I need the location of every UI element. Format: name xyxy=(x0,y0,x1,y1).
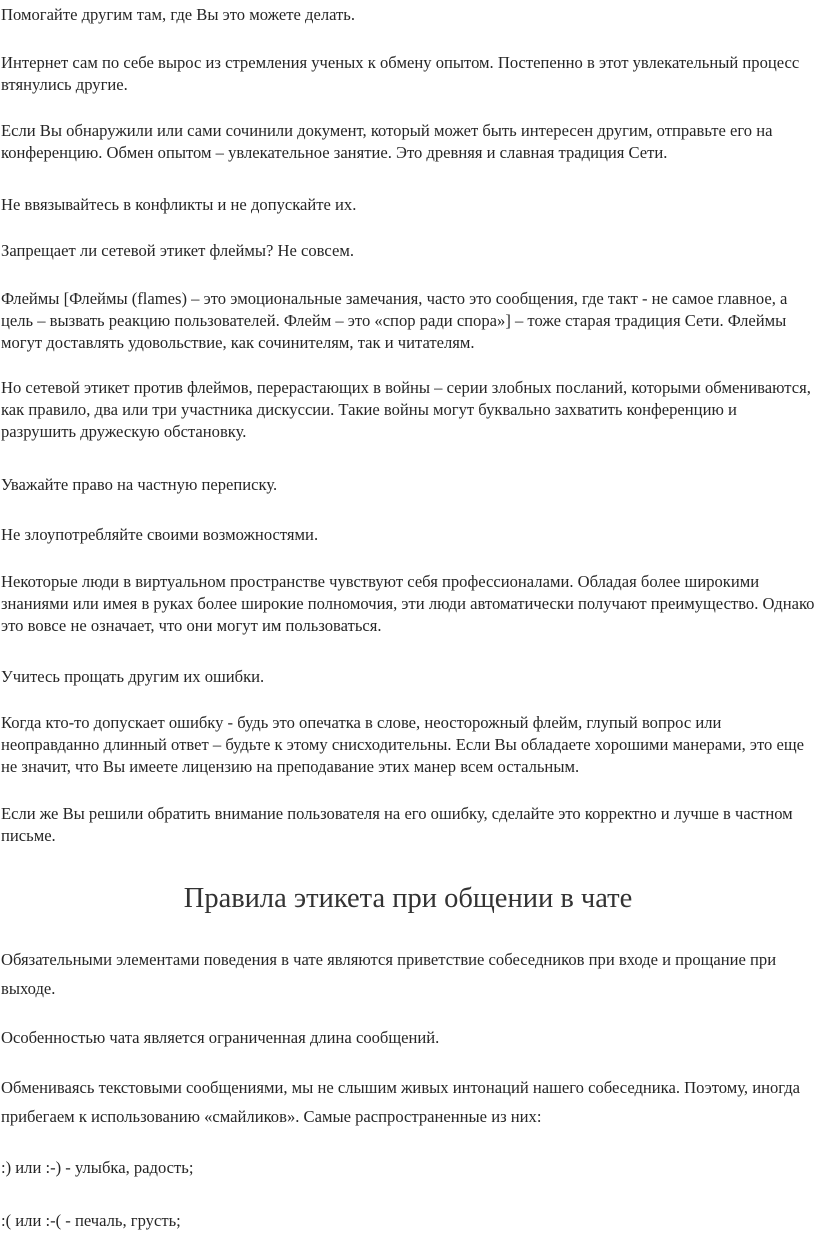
section-heading: Правила этикета при общении в чате xyxy=(183,883,633,914)
paragraph: Когда кто-то допускает ошибку - будь это опечатка в слове, неосторожный флейм, глупый вопрос или неоправданно длинный ответ – будьте к этому снисходительны. Если Вы обладаете хорошими манерами, это еще не значит, что Вы имеете лицензию на преподавание этих манер всем остальным. xyxy=(1,713,804,776)
paragraph: :( или :-( - печаль, грусть; xyxy=(1,1211,181,1230)
paragraph: Интернет сам по себе вырос из стремления ученых к обмену опытом. Постепенно в этот увлекательный процесс втянулись другие. xyxy=(1,53,800,94)
paragraph: Особенностью чата является ограниченная длина сообщений. xyxy=(1,1028,440,1047)
paragraph: Некоторые люди в виртуальном пространстве чувствуют себя профессионалами. Обладая более широкими знаниями или имея в руках более широкие полномочия, эти люди автоматически получают преимущество. Однако это вовсе не означает, что они могут им пользоваться. xyxy=(1,572,815,635)
paragraph: Обмениваясь текстовыми сообщениями, мы не слышим живых интонаций нашего собеседника. Поэтому, иногда прибегаем к использованию «смайликов». Самые распространенные из них: xyxy=(1,1078,801,1126)
paragraph: Флеймы [Флеймы (flames) – это эмоциональные замечания, часто это сообщения, где такт - не самое главное, а цель – вызвать реакцию пользователей. Флейм – это «спор ради спора»] – тоже старая традиция Сети. Флеймы могут доставлять удовольствие, как сочинителям, так и читателям. xyxy=(1,289,788,352)
paragraph: Обязательными элементами поведения в чате являются приветствие собеседников при входе и прощание при выходе. xyxy=(1,950,777,998)
paragraph: Но сетевой этикет против флеймов, перерастающих в войны – серии злобных посланий, которыми обмениваются, как правило, два или три участника дискуссии. Такие войны могут буквально захватить конференцию и разрушить дружескую обстановку. xyxy=(1,378,811,441)
paragraph: Уважайте право на частную переписку. xyxy=(1,475,278,494)
paragraph: Учитесь прощать другим их ошибки. xyxy=(1,667,265,686)
paragraph: Помогайте другим там, где Вы это можете делать. xyxy=(1,5,356,24)
paragraph: Не ввязывайтесь в конфликты и не допускайте их. xyxy=(1,195,357,214)
paragraph: Если же Вы решили обратить внимание пользователя на его ошибку, сделайте это корректно и лучше в частном письме. xyxy=(1,804,793,845)
paragraph: Запрещает ли сетевой этикет флеймы? Не совсем. xyxy=(1,241,354,260)
paragraph: Не злоупотребляйте своими возможностями. xyxy=(1,525,319,544)
paragraph: :) или :-) - улыбка, радость; xyxy=(1,1158,194,1177)
paragraph: Если Вы обнаружили или сами сочинили документ, который может быть интересен другим, отправьте его на конференцию. Обмен опытом – увлекательное занятие. Это древняя и славная традиция Сети. xyxy=(1,121,773,162)
